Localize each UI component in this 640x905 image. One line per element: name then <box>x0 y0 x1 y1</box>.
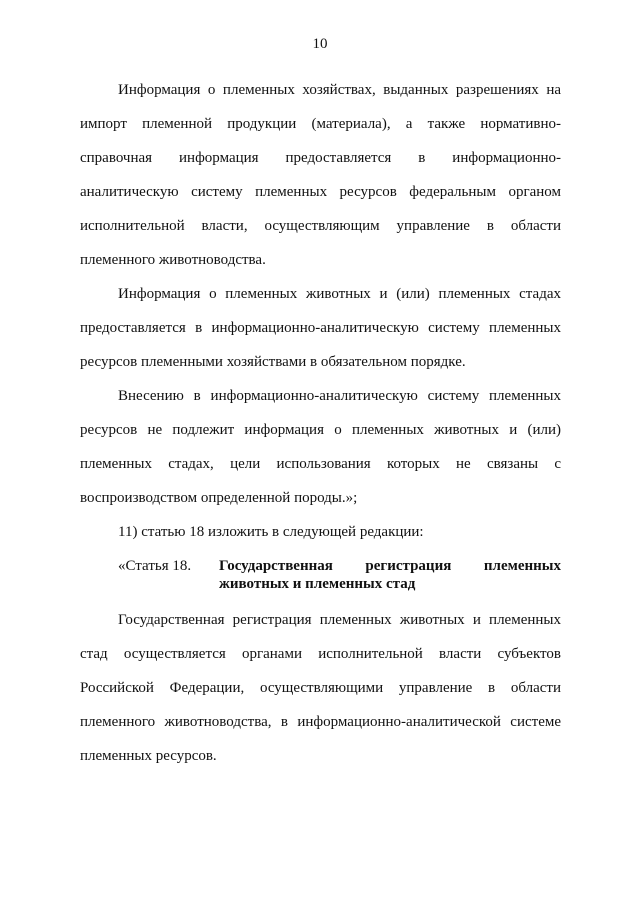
article-heading <box>80 549 561 603</box>
paragraph-info-breeding-farms: Информация о племенных хозяйствах, выданных разрешениях на импорт племенной продукции (материала), а также нормативно-справочная информация предоставляется в информационно-аналитическую систему племенных ресурсов федеральным органом исполнительной власти, осуществляющим управление в области племенного животноводства. <box>80 82 561 268</box>
article-title: Государственная регистрация племенных животных и племенных стад <box>219 558 561 592</box>
paragraph-state-registration: Государственная регистрация племенных животных и племенных стад осуществляется органами исполнительной власти субъектов Российской Федерации, осуществляющими управление в области племенного животноводства, в информационно-аналитической системе племенных ресурсов. <box>80 612 561 764</box>
document-body <box>80 73 561 773</box>
paragraph-amendment-item: 11) статью 18 изложить в следующей редакции: <box>118 524 424 540</box>
page-number: 10 <box>312 36 328 52</box>
paragraph-info-breeding-animals: Информация о племенных животных и (или) племенных стадах предоставляется в информационно-аналитическую систему племенных ресурсов племенными хозяйствами в обязательном порядке. <box>80 286 561 370</box>
article-number: «Статья 18. <box>118 558 192 574</box>
paragraph-exclusion: Внесению в информационно-аналитическую систему племенных ресурсов не подлежит информация о племенных животных и (или) племенных стадах, цели использования которых не связаны с воспроизводством определенной породы.»; <box>80 388 561 506</box>
